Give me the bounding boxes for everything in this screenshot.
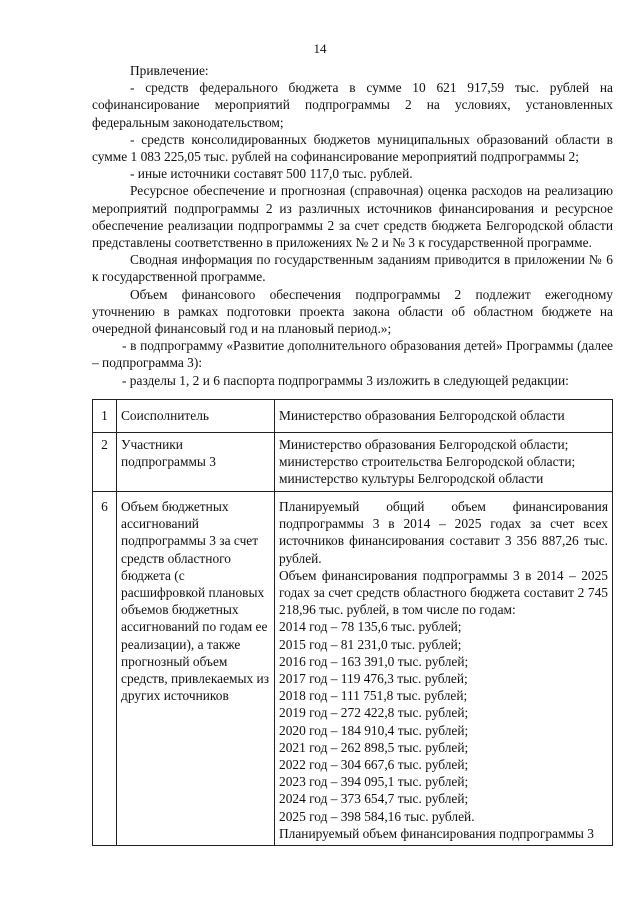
row-label: Участники подпрограммы 3 — [117, 433, 275, 492]
funding-tail-text: Планируемый объем финансирования подпрограммы 3 — [279, 825, 594, 841]
participant-item: Министерство образования Белгородской области; — [279, 437, 569, 452]
table-row — [93, 492, 613, 846]
row-number: 6 — [93, 492, 117, 846]
paragraph-municipal-budgets: - средств консолидированных бюджетов муниципальных образований области в сумме 1 083 225,05 тыс. рублей на софинансирование мероприятий подпрограммы 2; — [92, 131, 613, 165]
funding-year-line: 2021 год – 262 898,5 тыс. рублей; — [279, 739, 469, 755]
funding-year-line: 2017 год – 119 476,3 тыс. рублей; — [279, 671, 468, 687]
passport-table — [92, 399, 613, 846]
paragraph-passport-sections: - разделы 1, 2 и 6 паспорта подпрограммы 3 изложить в следующей редакции: — [122, 372, 569, 388]
table-row — [93, 433, 613, 492]
paragraph-attraction-heading: Привлечение: — [130, 63, 209, 78]
funding-year-line: 2024 год – 373 654,7 тыс. рублей; — [279, 791, 469, 807]
paragraph-financial-volume: Объем финансового обеспечения подпрограммы 2 подлежит ежегодному уточнению в рамках подготовки проекта закона области об областном бюджете на очередной финансовый год и на плановый период.»; — [92, 286, 613, 337]
funding-year-line: 2019 год – 272 422,8 тыс. рублей; — [279, 705, 469, 721]
row-value — [275, 433, 613, 492]
funding-year-line: 2018 год – 111 751,8 тыс. рублей; — [279, 688, 468, 704]
paragraph-federal-budget: - средств федерального бюджета в сумме 10 621 917,59 тыс. рублей на софинансирование мероприятий подпрограммы 2 на условиях, установленных федеральным законодательством; — [92, 80, 613, 130]
funding-year-line: 2022 год – 304 667,6 тыс. рублей; — [279, 757, 469, 773]
funding-regional-text: Объем финансирования подпрограммы 3 в 2014 – 2025 годах за счет средств областного бюджета составит 2 745 218,96 тыс. рублей, в том числе по годам: — [279, 567, 608, 618]
funding-year-line: 2025 год – 398 584,16 тыс. рублей. — [279, 808, 475, 824]
participant-item: министерство культуры Белгородской области — [279, 471, 544, 487]
row-number: 2 — [93, 433, 117, 492]
funding-year-line: 2016 год – 163 391,0 тыс. рублей; — [279, 653, 469, 669]
paragraph-subprogram-3-intro: - в подпрограмму «Развитие дополнительного образования детей» Программы (далее – подпрограмма 3): — [92, 338, 613, 371]
funding-year-line: 2015 год – 81 231,0 тыс. рублей; — [279, 636, 462, 652]
funding-year-line: 2023 год – 394 095,1 тыс. рублей; — [279, 774, 469, 790]
row-label: Объем бюджетных ассигнований подпрограммы 3 за счет средств областного бюджета (с расшифровкой плановых объемов бюджетных ассигнований по годам ее реализации), а также прогнозный объем средств, привлекаемых из других источников — [117, 492, 275, 846]
paragraph-other-sources: - иные источники составят 500 117,0 тыс. рублей. — [130, 166, 413, 182]
document-body — [92, 62, 613, 389]
funding-year-line: 2014 год – 78 135,6 тыс. рублей; — [279, 619, 462, 635]
row-value: Министерство образования Белгородской области — [275, 400, 613, 433]
row-value — [275, 492, 613, 846]
table-row — [93, 400, 613, 433]
participant-item: министерство строительства Белгородской области; — [279, 454, 576, 470]
funding-year-line: 2020 год – 184 910,4 тыс. рублей; — [279, 722, 469, 738]
paragraph-resource-support: Ресурсное обеспечение и прогнозная (справочная) оценка расходов на реализацию мероприятий подпрограммы 2 из различных источников финансирования и ресурсное обеспечение реализации подпрограммы 2 за счет средств бюджета Белгородской области представлены соответственно в приложениях № 2 и № 3 к государственной программе. — [92, 183, 613, 251]
row-number: 1 — [93, 400, 117, 433]
funding-total-text: Планируемый общий объем финансирования подпрограммы 3 в 2014 – 2025 годах за счет всех источников финансирования составит 3 356 887,26 тыс. рублей. — [279, 499, 608, 566]
paragraph-state-assignments: Сводная информация по государственным заданиям приводится в приложении № 6 к государственной программе. — [92, 252, 613, 285]
page-number: 14 — [313, 41, 327, 56]
row-label: Соисполнитель — [117, 400, 275, 433]
